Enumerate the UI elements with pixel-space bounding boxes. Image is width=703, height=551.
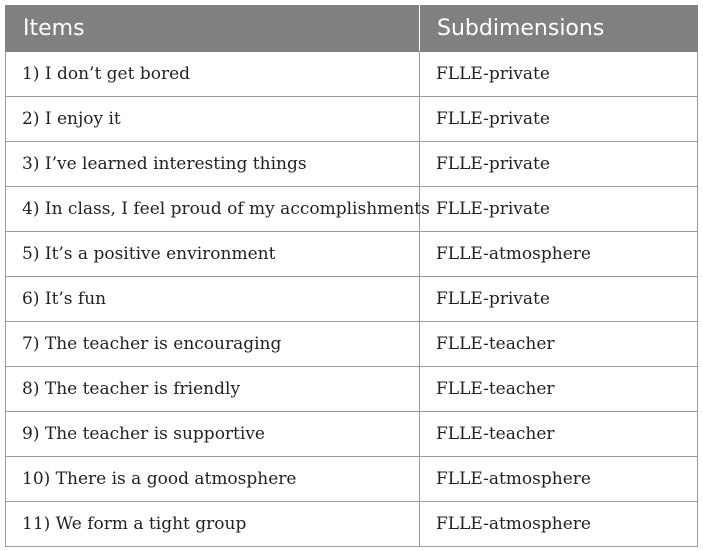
header-subdimensions: Subdimensions bbox=[420, 6, 698, 52]
subdimension-cell: FLLE-teacher bbox=[420, 322, 698, 367]
item-cell: 7) The teacher is encouraging bbox=[6, 322, 420, 367]
subdimension-cell: FLLE-private bbox=[420, 277, 698, 322]
subdimension-cell: FLLE-private bbox=[420, 187, 698, 232]
item-cell: 4) In class, I feel proud of my accomplishments bbox=[6, 187, 420, 232]
item-cell: 5) It’s a positive environment bbox=[6, 232, 420, 277]
subdimension-cell: FLLE-atmosphere bbox=[420, 502, 698, 547]
items-table bbox=[5, 5, 698, 547]
subdimension-cell: FLLE-teacher bbox=[420, 412, 698, 457]
item-cell: 10) There is a good atmosphere bbox=[6, 457, 420, 502]
table-row bbox=[6, 142, 698, 187]
item-cell: 2) I enjoy it bbox=[6, 97, 420, 142]
table-row bbox=[6, 97, 698, 142]
table-row bbox=[6, 187, 698, 232]
subdimension-cell: FLLE-atmosphere bbox=[420, 457, 698, 502]
subdimension-cell: FLLE-atmosphere bbox=[420, 232, 698, 277]
item-cell: 8) The teacher is friendly bbox=[6, 367, 420, 412]
table-row bbox=[6, 232, 698, 277]
item-cell: 1) I don’t get bored bbox=[6, 52, 420, 97]
items-table-container bbox=[5, 5, 697, 547]
table-row bbox=[6, 367, 698, 412]
header-items: Items bbox=[6, 6, 420, 52]
table-row bbox=[6, 322, 698, 367]
subdimension-cell: FLLE-private bbox=[420, 52, 698, 97]
table-row bbox=[6, 412, 698, 457]
subdimension-cell: FLLE-private bbox=[420, 97, 698, 142]
table-row bbox=[6, 52, 698, 97]
item-cell: 9) The teacher is supportive bbox=[6, 412, 420, 457]
table-header-row bbox=[6, 6, 698, 52]
table-row bbox=[6, 457, 698, 502]
table-row bbox=[6, 277, 698, 322]
item-cell: 11) We form a tight group bbox=[6, 502, 420, 547]
subdimension-cell: FLLE-teacher bbox=[420, 367, 698, 412]
item-cell: 3) I’ve learned interesting things bbox=[6, 142, 420, 187]
item-cell: 6) It’s fun bbox=[6, 277, 420, 322]
table-row bbox=[6, 502, 698, 547]
subdimension-cell: FLLE-private bbox=[420, 142, 698, 187]
